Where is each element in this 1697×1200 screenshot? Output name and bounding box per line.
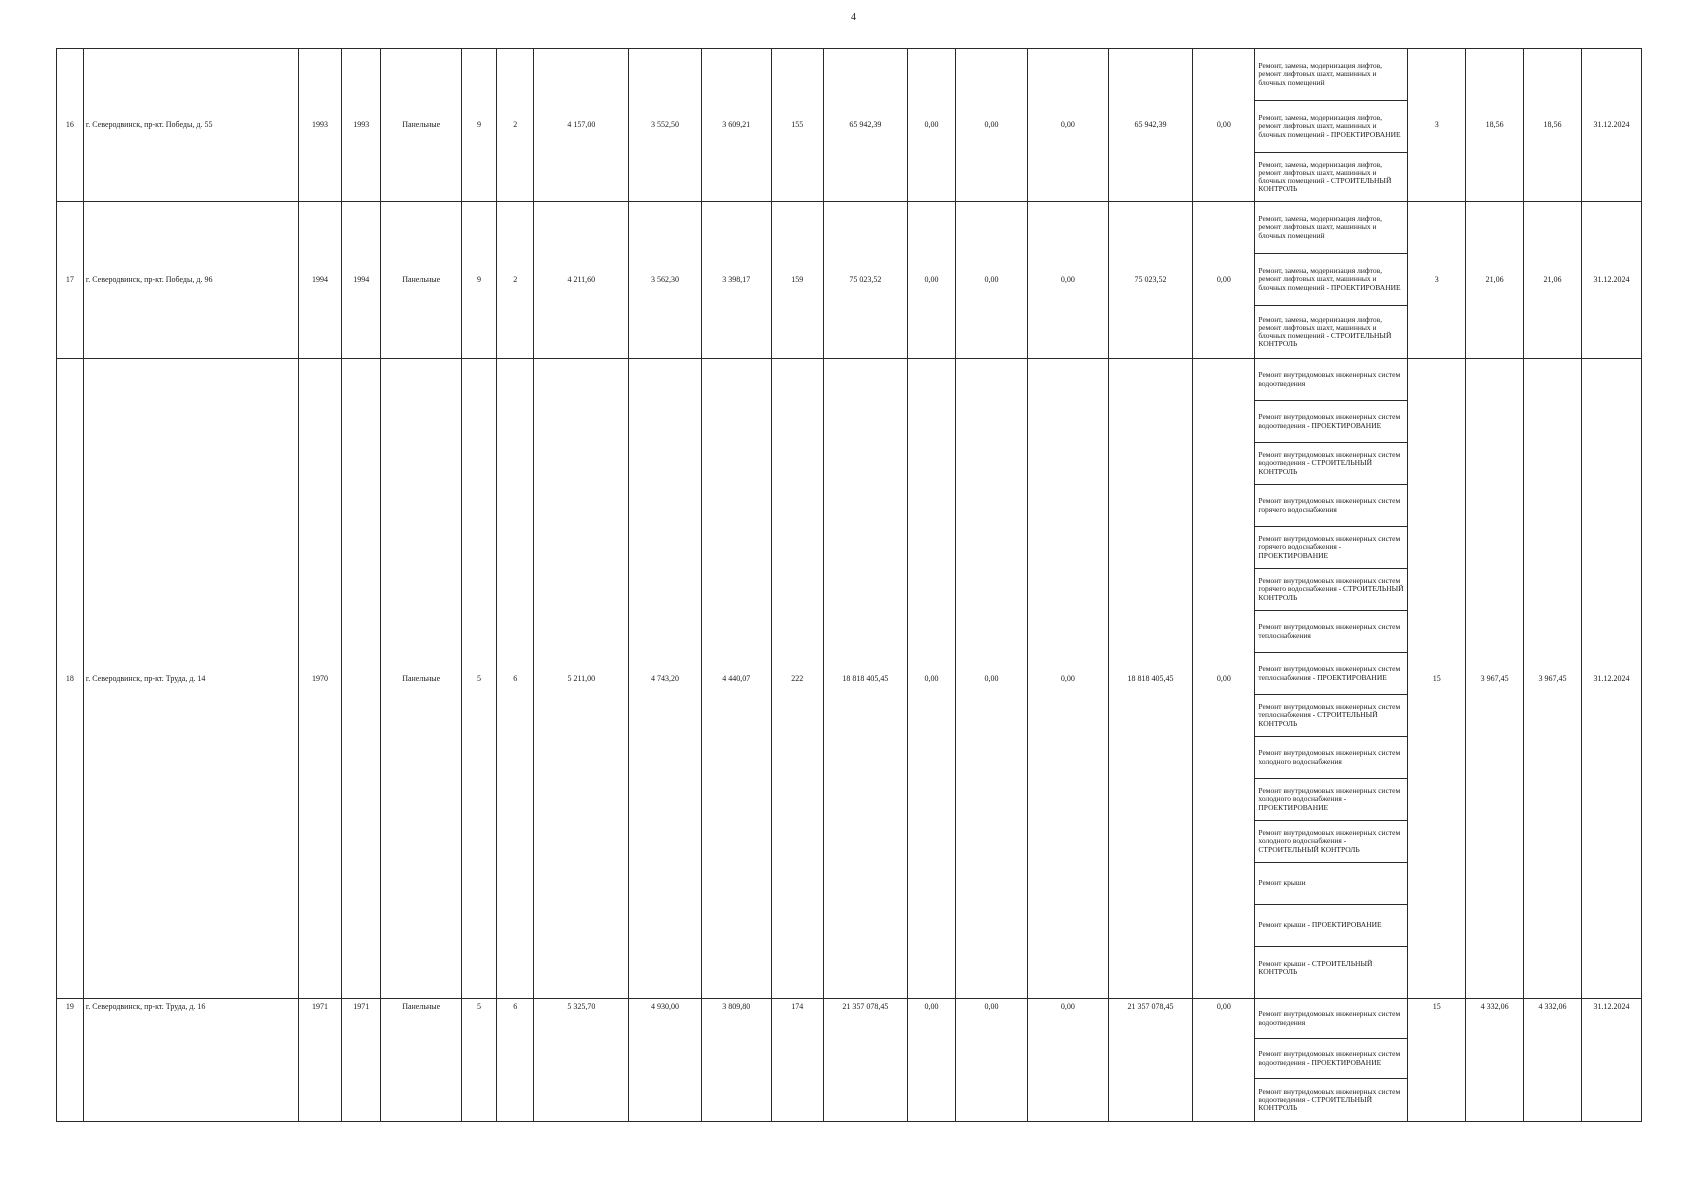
work-item: Ремонт крыши - ПРОЕКТИРОВАНИЕ xyxy=(1255,905,1407,947)
cell-cost-owners: 18 818 405,45 xyxy=(1108,359,1193,999)
cell-wall-material: Панельные xyxy=(381,359,462,999)
cell-wall-material: Панельные xyxy=(381,999,462,1122)
cell-cost-budget-region: 0,00 xyxy=(955,202,1027,359)
cell-unit-count: 15 xyxy=(1408,999,1466,1122)
capital-repair-table xyxy=(56,48,1642,1122)
cell-entrances: 6 xyxy=(497,999,534,1122)
cell-cost-other: 0,00 xyxy=(1193,359,1255,999)
cell-cost-budget-region: 0,00 xyxy=(955,999,1027,1122)
cell-cost-owners: 21 357 078,45 xyxy=(1108,999,1193,1122)
cell-cost-budget-region: 0,00 xyxy=(955,359,1027,999)
cell-floors: 5 xyxy=(461,999,496,1122)
work-item: Ремонт внутридомовых инженерных систем водоотведения xyxy=(1255,359,1407,401)
cell-unit-cost-limit: 18,56 xyxy=(1524,49,1582,202)
cell-unit-cost: 21,06 xyxy=(1466,202,1524,359)
cell-residents: 222 xyxy=(771,359,823,999)
cell-unit-cost-limit: 4 332,06 xyxy=(1524,999,1582,1122)
cell-deadline: 31.12.2024 xyxy=(1581,49,1641,202)
work-item: Ремонт, замена, модернизация лифтов, ремонт лифтовых шахт, машинных и блочных помещений - ПРОЕКТИРОВАНИЕ xyxy=(1255,101,1407,153)
work-item: Ремонт, замена, модернизация лифтов, ремонт лифтовых шахт, машинных и блочных помещений - СТРОИТЕЛЬНЫЙ КОНТРОЛЬ xyxy=(1258,314,1392,349)
cell-unit-cost: 3 967,45 xyxy=(1466,359,1524,999)
cell-cost-budget-region: 0,00 xyxy=(955,49,1027,202)
work-item: Ремонт, замена, модернизация лифтов, ремонт лифтовых шахт, машинных и блочных помещений xyxy=(1255,202,1407,254)
cell-works xyxy=(1255,202,1408,359)
table-row xyxy=(57,359,1642,999)
cell-wall-material: Панельные xyxy=(381,49,462,202)
cell-year-built: 1970 xyxy=(298,359,341,999)
work-item: Ремонт внутридомовых инженерных систем теплоснабжения - ПРОЕКТИРОВАНИЕ xyxy=(1255,653,1407,695)
cell-year-commission: 1994 xyxy=(342,202,381,359)
work-item: Ремонт внутридомовых инженерных систем водоотведения xyxy=(1255,999,1407,1039)
table-row xyxy=(57,49,1642,202)
cell-cost-other: 0,00 xyxy=(1193,999,1255,1122)
cell-cost-owners: 75 023,52 xyxy=(1108,202,1193,359)
cell-entrances: 6 xyxy=(497,359,534,999)
cell-floors: 9 xyxy=(461,49,496,202)
cell-area-premises: 4 930,00 xyxy=(629,999,701,1122)
work-item: Ремонт внутридомовых инженерных систем теплоснабжения xyxy=(1255,611,1407,653)
cell-floors: 9 xyxy=(461,202,496,359)
work-item: Ремонт крыши xyxy=(1255,863,1407,905)
work-item: Ремонт внутридомовых инженерных систем холодного водоснабжения - СТРОИТЕЛЬНЫЙ КОНТРОЛЬ xyxy=(1255,821,1407,863)
cell-area-total: 4 211,60 xyxy=(534,202,629,359)
cell-area-residential: 3 398,17 xyxy=(701,202,771,359)
cell-cost-fund: 0,00 xyxy=(908,999,956,1122)
cell-address: г. Северодвинск, пр-кт. Победы, д. 55 xyxy=(83,49,298,202)
cell-cost-budget-local: 0,00 xyxy=(1028,49,1109,202)
cell-num: 18 xyxy=(57,359,84,999)
cell-area-total: 5 325,70 xyxy=(534,999,629,1122)
cell-cost-budget-local: 0,00 xyxy=(1028,202,1109,359)
work-item: Ремонт внутридомовых инженерных систем теплоснабжения - СТРОИТЕЛЬНЫЙ КОНТРОЛЬ xyxy=(1255,695,1407,737)
cell-area-total: 4 157,00 xyxy=(534,49,629,202)
work-item: Ремонт внутридомовых инженерных систем водоотведения - СТРОИТЕЛЬНЫЙ КОНТРОЛЬ xyxy=(1255,443,1407,485)
cell-unit-cost-limit: 21,06 xyxy=(1524,202,1582,359)
work-item: Ремонт внутридомовых инженерных систем холодного водоснабжения - ПРОЕКТИРОВАНИЕ xyxy=(1255,779,1407,821)
cell-cost-total: 65 942,39 xyxy=(823,49,908,202)
cell-address: г. Северодвинск, пр-кт. Труда, д. 14 xyxy=(83,359,298,999)
cell-area-total: 5 211,00 xyxy=(534,359,629,999)
cell-cost-budget-local: 0,00 xyxy=(1028,359,1109,999)
cell-residents: 174 xyxy=(771,999,823,1122)
cell-unit-count: 15 xyxy=(1408,359,1466,999)
work-item: Ремонт, замена, модернизация лифтов, ремонт лифтовых шахт, машинных и блочных помещений xyxy=(1255,49,1407,101)
work-item: Ремонт внутридомовых инженерных систем водоотведения - ПРОЕКТИРОВАНИЕ xyxy=(1255,401,1407,443)
cell-unit-cost: 18,56 xyxy=(1466,49,1524,202)
cell-year-built: 1993 xyxy=(298,49,341,202)
work-item: Ремонт, замена, модернизация лифтов, ремонт лифтовых шахт, машинных и блочных помещений - СТРОИТЕЛЬНЫЙ КОНТРОЛЬ xyxy=(1258,159,1392,194)
cell-entrances: 2 xyxy=(497,49,534,202)
cell-num: 19 xyxy=(57,999,84,1122)
cell-unit-cost-limit: 3 967,45 xyxy=(1524,359,1582,999)
work-item: Ремонт внутридомовых инженерных систем горячего водоснабжения - ПРОЕКТИРОВАНИЕ xyxy=(1255,527,1407,569)
cell-works xyxy=(1255,49,1408,202)
cell-cost-other: 0,00 xyxy=(1193,202,1255,359)
cell-residents: 159 xyxy=(771,202,823,359)
cell-deadline: 31.12.2024 xyxy=(1581,202,1641,359)
cell-floors: 5 xyxy=(461,359,496,999)
cell-cost-total: 18 818 405,45 xyxy=(823,359,908,999)
cell-cost-fund: 0,00 xyxy=(908,202,956,359)
work-item: Ремонт крыши - СТРОИТЕЛЬНЫЙ КОНТРОЛЬ xyxy=(1258,958,1373,976)
cell-unit-count: 3 xyxy=(1408,202,1466,359)
cell-area-premises: 3 552,50 xyxy=(629,49,701,202)
cell-works xyxy=(1255,999,1408,1122)
cell-area-premises: 3 562,30 xyxy=(629,202,701,359)
cell-area-residential: 3 809,80 xyxy=(701,999,771,1122)
page-number: 4 xyxy=(851,12,856,23)
cell-cost-total: 75 023,52 xyxy=(823,202,908,359)
cell-address: г. Северодвинск, пр-кт. Победы, д. 96 xyxy=(83,202,298,359)
cell-year-commission: 1993 xyxy=(342,49,381,202)
cell-cost-other: 0,00 xyxy=(1193,49,1255,202)
cell-wall-material: Панельные xyxy=(381,202,462,359)
cell-residents: 155 xyxy=(771,49,823,202)
table-row xyxy=(57,999,1642,1122)
work-item: Ремонт внутридомовых инженерных систем горячего водоснабжения xyxy=(1255,485,1407,527)
cell-cost-budget-local: 0,00 xyxy=(1028,999,1109,1122)
work-item: Ремонт внутридомовых инженерных систем холодного водоснабжения xyxy=(1255,737,1407,779)
cell-cost-fund: 0,00 xyxy=(908,359,956,999)
cell-num: 17 xyxy=(57,202,84,359)
work-item: Ремонт, замена, модернизация лифтов, ремонт лифтовых шахт, машинных и блочных помещений - ПРОЕКТИРОВАНИЕ xyxy=(1255,254,1407,306)
cell-area-residential: 3 609,21 xyxy=(701,49,771,202)
cell-unit-cost: 4 332,06 xyxy=(1466,999,1524,1122)
cell-deadline: 31.12.2024 xyxy=(1581,999,1641,1122)
cell-address: г. Северодвинск, пр-кт. Труда, д. 16 xyxy=(83,999,298,1122)
cell-cost-fund: 0,00 xyxy=(908,49,956,202)
cell-entrances: 2 xyxy=(497,202,534,359)
cell-num: 16 xyxy=(57,49,84,202)
work-item: Ремонт внутридомовых инженерных систем водоотведения - СТРОИТЕЛЬНЫЙ КОНТРОЛЬ xyxy=(1258,1086,1401,1113)
work-item: Ремонт внутридомовых инженерных систем горячего водоснабжения - СТРОИТЕЛЬНЫЙ КОНТРОЛЬ xyxy=(1255,569,1407,611)
cell-deadline: 31.12.2024 xyxy=(1581,359,1641,999)
cell-cost-total: 21 357 078,45 xyxy=(823,999,908,1122)
cell-year-commission: 1971 xyxy=(342,999,381,1122)
cell-year-built: 1994 xyxy=(298,202,341,359)
cell-works xyxy=(1255,359,1408,999)
cell-unit-count: 3 xyxy=(1408,49,1466,202)
work-item: Ремонт внутридомовых инженерных систем водоотведения - ПРОЕКТИРОВАНИЕ xyxy=(1255,1039,1407,1079)
cell-area-residential: 4 440,07 xyxy=(701,359,771,999)
cell-year-commission xyxy=(342,359,381,999)
cell-cost-owners: 65 942,39 xyxy=(1108,49,1193,202)
cell-area-premises: 4 743,20 xyxy=(629,359,701,999)
cell-year-built: 1971 xyxy=(298,999,341,1122)
table-row xyxy=(57,202,1642,359)
